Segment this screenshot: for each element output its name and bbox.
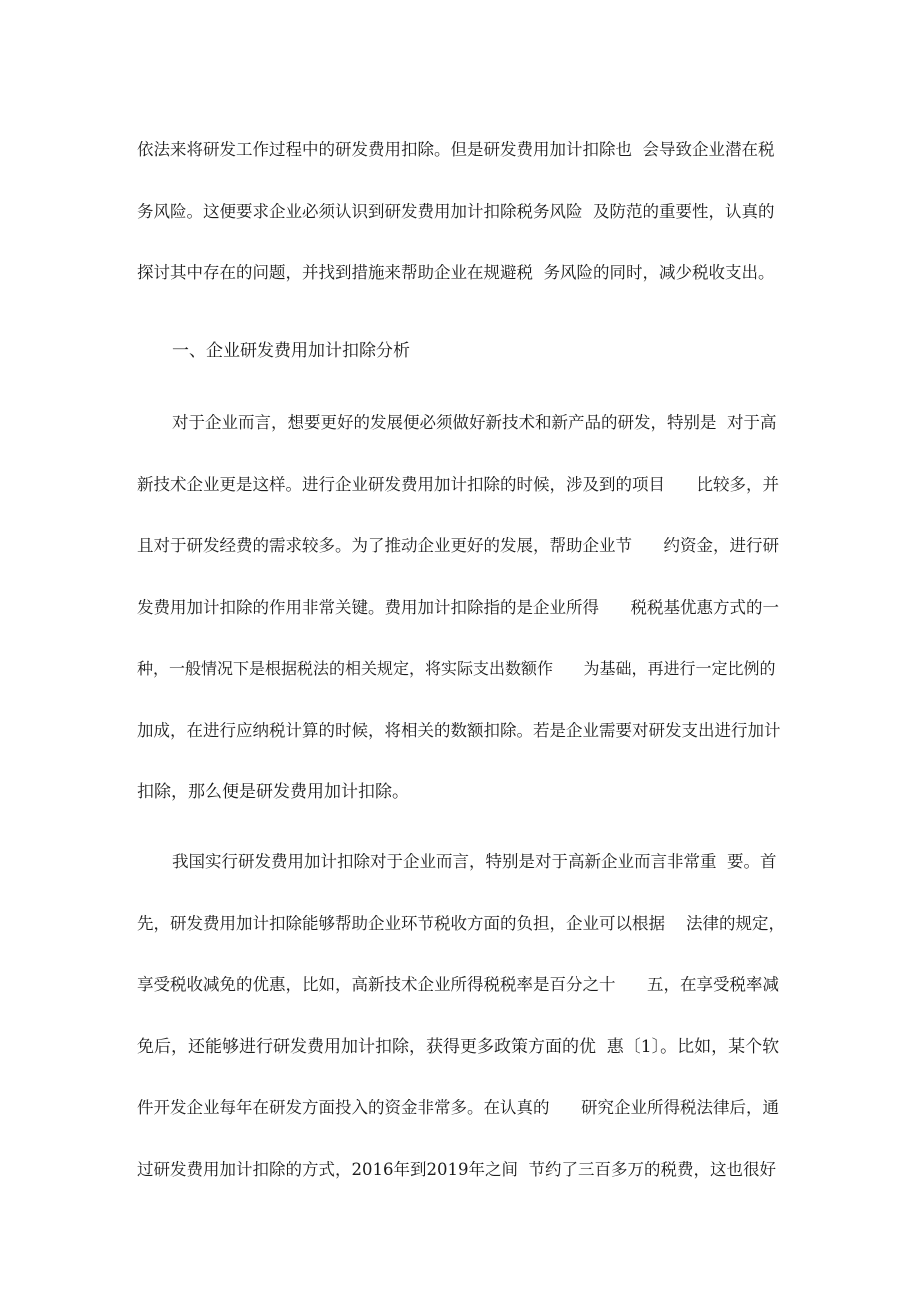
paragraph2-line-2: 先，研发费用加计扣除能够帮助企业环节税收方面的负担，企业可以根据 法律的规定， — [137, 914, 785, 933]
intro-line-3: 探讨其中存在的问题，并找到措施来帮助企业在规避税 务风险的同时，减少税收支出。 — [137, 263, 775, 282]
paragraph2-line-6: 过研发费用加计扣除的方式，2016年到2019年之间 节约了三百多万的税费，这也很好 — [137, 1160, 776, 1179]
paragraph1-line-3: 且对于研发经费的需求较多。为了推动企业更好的发展，帮助企业节 约资金，进行研 — [137, 536, 779, 555]
paragraph1-line-6: 加成，在进行应纳税计算的时候，将相关的数额扣除。若是企业需要对研发支出进行加计 — [137, 721, 781, 740]
paragraph2-line-1: 我国实行研发费用加计扣除对于企业而言，特别是对于高新企业而言非常重 要。首 — [172, 852, 777, 871]
intro-line-1: 依法来将研发工作过程中的研发费用扣除。但是研发费用加计扣除也 会导致企业潜在税 — [137, 140, 775, 159]
paragraph2-line-4: 免后，还能够进行研发费用加计扣除，获得更多政策方面的优 惠〔1〕。比如，某个软 — [137, 1037, 780, 1057]
section-heading: 一、企业研发费用加计扣除分析 — [172, 341, 410, 361]
paragraph2-line-5: 件开发企业每年在研发方面投入的资金非常多。在认真的 研究企业所得税法律后，通 — [137, 1098, 779, 1117]
paragraph1-line-1: 对于企业而言，想要更好的发展便必须做好新技术和新产品的研发，特别是 对于高 — [172, 413, 777, 432]
paragraph2-line-3: 享受税收减免的优惠，比如，高新技术企业所得税税率是百分之十 五，在享受税率减 — [137, 975, 779, 994]
paragraph1-line-5: 种，一般情况下是根据税法的相关规定，将实际支出数额作 为基础，再进行一定比例的 — [137, 659, 776, 678]
paragraph1-line-4: 发费用加计扣除的作用非常关键。费用加计扣除指的是企业所得 税税基优惠方式的一 — [137, 598, 779, 617]
paragraph1-line-7: 扣除，那么便是研发费用加计扣除。 — [137, 782, 409, 802]
intro-line-2: 务风险。这便要求企业必须认识到研发费用加计扣除税务风险 及防范的重要性，认真的 — [137, 202, 775, 221]
paragraph1-line-2: 新技术企业更是这样。进行企业研发费用加计扣除的时候，涉及到的项目 比较多，并 — [137, 475, 779, 494]
